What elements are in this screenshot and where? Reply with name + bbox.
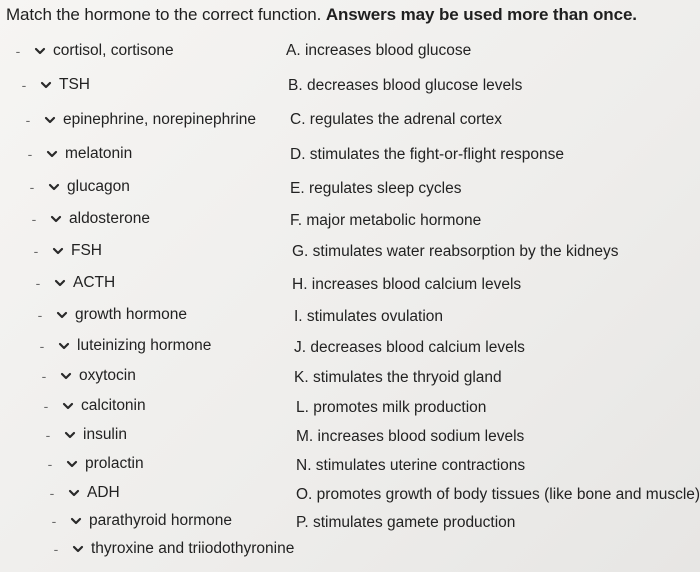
function-option: D. stimulates the fight-or-flight response	[290, 146, 564, 163]
match-row	[20, 72, 100, 98]
chevron-down-icon	[44, 114, 56, 126]
chevron-down-icon	[66, 458, 78, 470]
answer-select[interactable]	[48, 363, 146, 389]
answer-placeholder: -	[47, 456, 53, 472]
hormone-label: luteinizing hormone	[77, 337, 212, 354]
match-row	[46, 451, 154, 477]
match-row	[38, 333, 221, 359]
answer-placeholder: -	[15, 43, 21, 59]
answer-select[interactable]	[44, 302, 197, 328]
function-option: P. stimulates gamete production	[296, 514, 516, 531]
hormone-label: ACTH	[73, 274, 116, 291]
chevron-down-icon	[58, 340, 70, 352]
answer-placeholder: -	[41, 368, 47, 384]
answer-placeholder: -	[25, 112, 31, 128]
function-option: G. stimulates water reabsorption by the kidneys	[292, 243, 619, 260]
match-row	[44, 422, 137, 448]
match-row	[14, 38, 184, 64]
function-option: A. increases blood glucose	[286, 42, 472, 59]
chevron-down-icon	[70, 515, 82, 527]
hormone-label: glucagon	[67, 178, 130, 195]
answer-select[interactable]	[42, 270, 125, 296]
function-option: N. stimulates uterine contractions	[296, 457, 526, 474]
hormone-label: growth hormone	[75, 306, 188, 323]
answer-select[interactable]	[52, 422, 137, 448]
chevron-down-icon	[52, 245, 64, 257]
chevron-down-icon	[50, 213, 62, 225]
chevron-down-icon	[64, 429, 76, 441]
chevron-down-icon	[62, 400, 74, 412]
answer-placeholder: -	[21, 77, 27, 93]
chevron-down-icon	[34, 45, 46, 57]
match-row	[26, 141, 142, 167]
chevron-down-icon	[46, 148, 58, 160]
instructions	[6, 5, 637, 25]
function-option: M. increases blood sodium levels	[296, 428, 525, 445]
hormone-label: thyroxine and triiodothyronine	[91, 540, 295, 557]
match-row	[42, 393, 156, 419]
hormone-label: melatonin	[65, 145, 133, 162]
answer-placeholder: -	[43, 398, 49, 414]
chevron-down-icon	[48, 181, 60, 193]
function-option: L. promotes milk production	[296, 399, 487, 416]
hormone-label: calcitonin	[81, 397, 146, 414]
function-option: C. regulates the adrenal cortex	[290, 111, 502, 128]
function-option: F. major metabolic hormone	[290, 212, 482, 229]
match-row	[52, 536, 304, 562]
answer-placeholder: -	[51, 513, 57, 529]
answer-select[interactable]	[32, 107, 266, 133]
answer-select[interactable]	[56, 480, 130, 506]
chevron-down-icon	[56, 309, 68, 321]
answer-placeholder: -	[35, 275, 41, 291]
instructions-text: Match the hormone to the correct function.	[6, 5, 322, 24]
answer-select[interactable]	[50, 393, 156, 419]
chevron-down-icon	[72, 543, 84, 555]
answer-placeholder: -	[39, 338, 45, 354]
answer-select[interactable]	[22, 38, 184, 64]
match-row	[32, 238, 112, 264]
hormone-label: parathyroid hormone	[89, 512, 233, 529]
answer-placeholder: -	[53, 541, 59, 557]
function-option: K. stimulates the thryoid gland	[294, 369, 502, 386]
match-row	[30, 206, 160, 232]
match-row	[34, 270, 125, 296]
hormone-label: insulin	[83, 426, 127, 443]
answer-placeholder: -	[33, 243, 39, 259]
hormone-label: aldosterone	[69, 210, 151, 227]
answer-select[interactable]	[40, 238, 112, 264]
chevron-down-icon	[68, 487, 80, 499]
answer-select[interactable]	[46, 333, 221, 359]
answer-select[interactable]	[54, 451, 154, 477]
hormone-label: epinephrine, norepinephrine	[63, 111, 257, 128]
answer-placeholder: -	[49, 485, 55, 501]
instructions-bold-text: Answers may be used more than once.	[325, 5, 637, 24]
match-row	[50, 508, 242, 534]
function-option: J. decreases blood calcium levels	[294, 339, 525, 356]
chevron-down-icon	[54, 277, 66, 289]
answer-select[interactable]	[28, 72, 100, 98]
function-option: O. promotes growth of body tissues (like bone and muscle)	[296, 486, 700, 503]
answer-select[interactable]	[58, 508, 242, 534]
hormone-label: ADH	[87, 484, 120, 501]
function-option: B. decreases blood glucose levels	[288, 77, 523, 94]
match-row	[40, 363, 146, 389]
answer-select[interactable]	[34, 141, 142, 167]
answer-select[interactable]	[60, 536, 304, 562]
hormone-label: FSH	[71, 242, 102, 259]
chevron-down-icon	[40, 79, 52, 91]
answer-placeholder: -	[31, 211, 37, 227]
answer-placeholder: -	[29, 179, 35, 195]
function-option: I. stimulates ovulation	[294, 308, 444, 325]
match-row	[28, 174, 140, 200]
match-row	[36, 302, 197, 328]
answer-select[interactable]	[36, 174, 140, 200]
hormone-label: prolactin	[85, 455, 144, 472]
function-option: E. regulates sleep cycles	[290, 180, 462, 197]
hormone-label: TSH	[59, 76, 90, 93]
chevron-down-icon	[60, 370, 72, 382]
function-option: H. increases blood calcium levels	[292, 276, 522, 293]
match-row	[48, 480, 130, 506]
answer-placeholder: -	[37, 307, 43, 323]
answer-placeholder: -	[45, 427, 51, 443]
hormone-label: oxytocin	[79, 367, 136, 384]
match-row	[24, 107, 266, 133]
answer-select[interactable]	[38, 206, 160, 232]
answer-placeholder: -	[27, 146, 33, 162]
hormone-label: cortisol, cortisone	[53, 42, 174, 59]
